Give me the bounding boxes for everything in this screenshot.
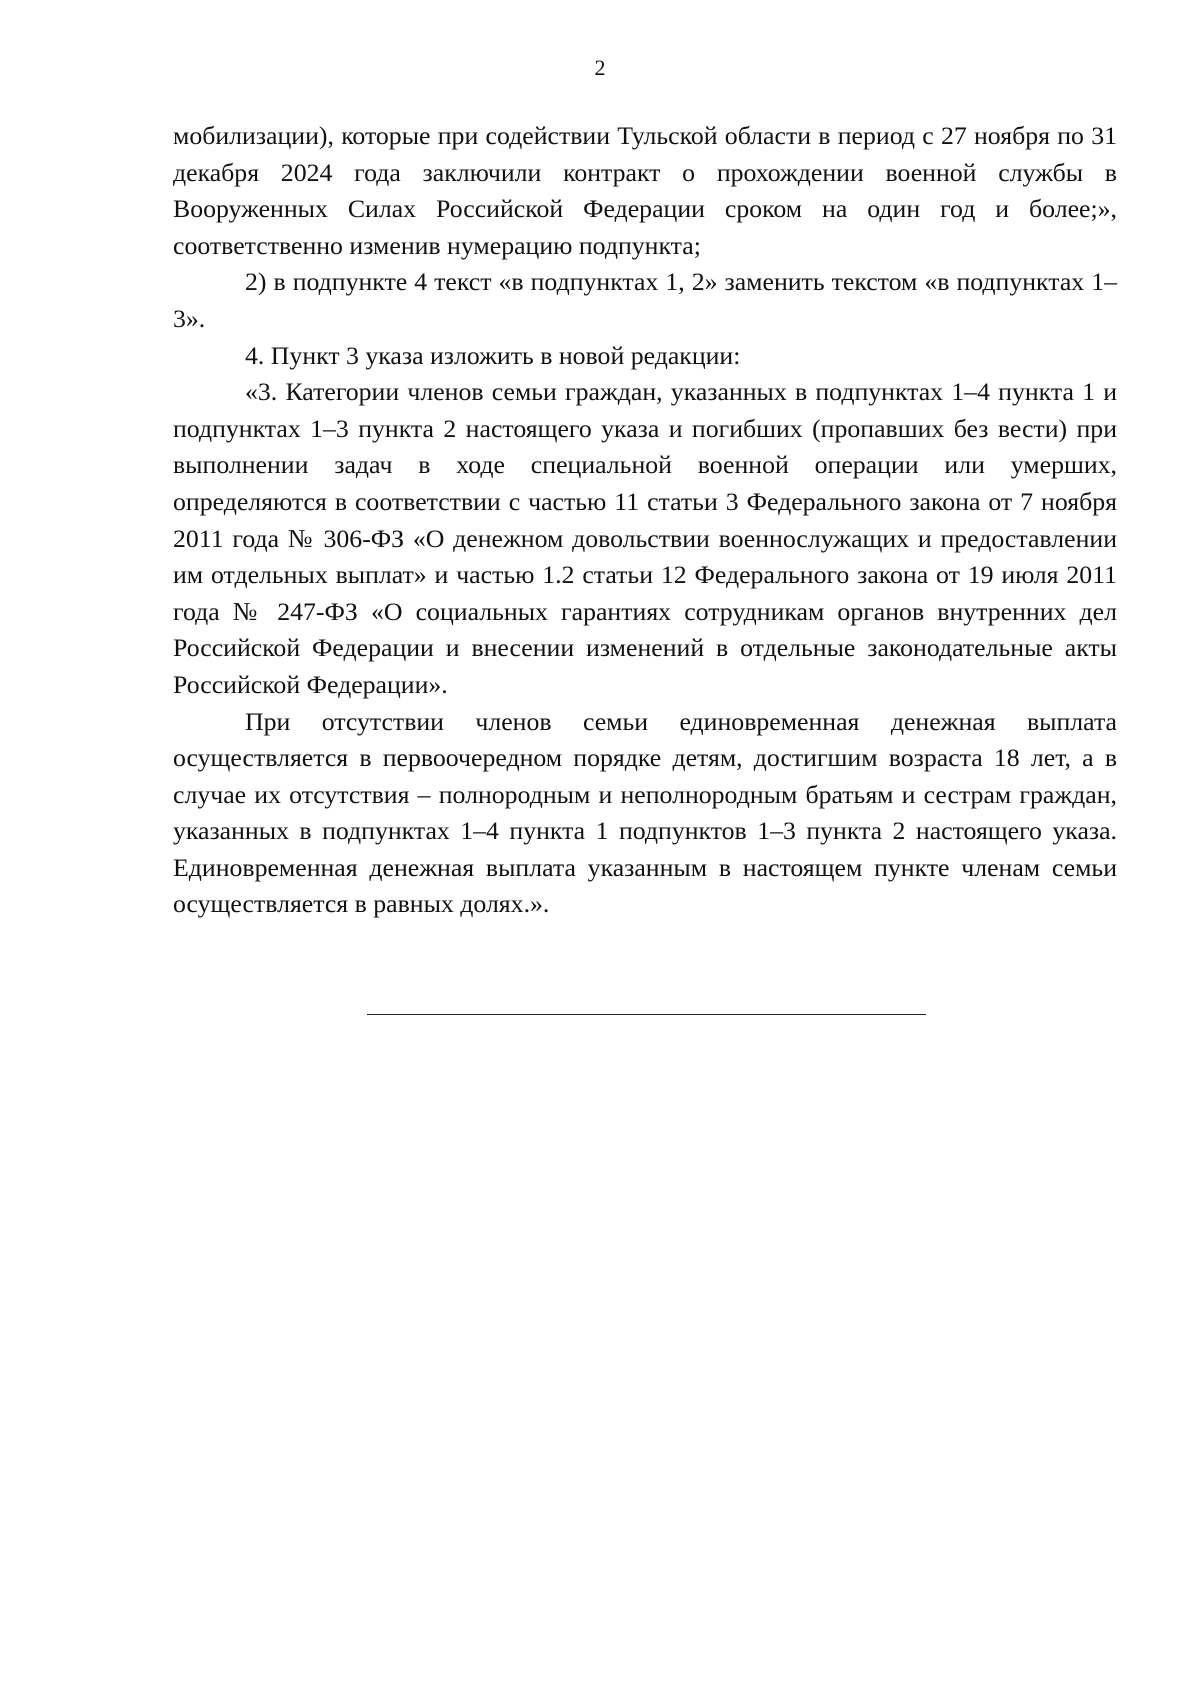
paragraph-continuation: мобилизации), которые при содействии Тульской области в период с 27 ноября по 31 декабря 2024 года заключили контракт о прохождении военной службы в Вооруженных Силах Российской Федерации сроком на один год и более;», соответственно изменив нумерацию подпункта; (173, 121, 1117, 260)
paragraph-subpoint-2: 2) в подпункте 4 текст «в подпунктах 1, 2» заменить текстом «в подпунктах 1–3». (173, 267, 1117, 333)
document-body (173, 118, 1117, 923)
paragraph-absence-of-family: При отсутствии членов семьи единовременная денежная выплата осуществляется в первоочередном порядке детям, достигшим возраста 18 лет, а в случае их отсутствия – полнородным и неполнородным братьям и сестрам граждан, указанных в подпунктах 1–4 пункта 1 подпунктов 1–3 пункта 2 настоящего указа. Единовременная денежная выплата указанным в настоящем пункте членам семьи осуществляется в равных долях.». (173, 706, 1117, 919)
page-number: 2 (594, 55, 606, 80)
paragraph-new-point-3: «3. Категории членов семьи граждан, указанных в подпунктах 1–4 пункта 1 и подпунктах 1–3 пункта 2 настоящего указа и погибших (пропавших без вести) при выполнении задач в ходе специальной военной операции или умерших, определяются в соответствии с частью 11 статьи 3 Федерального закона от 7 ноября 2011 года № 306-ФЗ «О денежном довольствии военнослужащих и предоставлении им отдельных выплат» и частью 1.2 статьи 12 Федерального закона от 19 июля 2011 года № 247-ФЗ «О социальных гарантиях сотрудникам органов внутренних дел Российской Федерации и внесении изменений в отдельные законодательные акты Российской Федерации». (173, 377, 1117, 699)
paragraph-point-4: 4. Пункт 3 указа изложить в новой редакции: (245, 340, 741, 370)
end-separator-line (367, 1014, 926, 1015)
